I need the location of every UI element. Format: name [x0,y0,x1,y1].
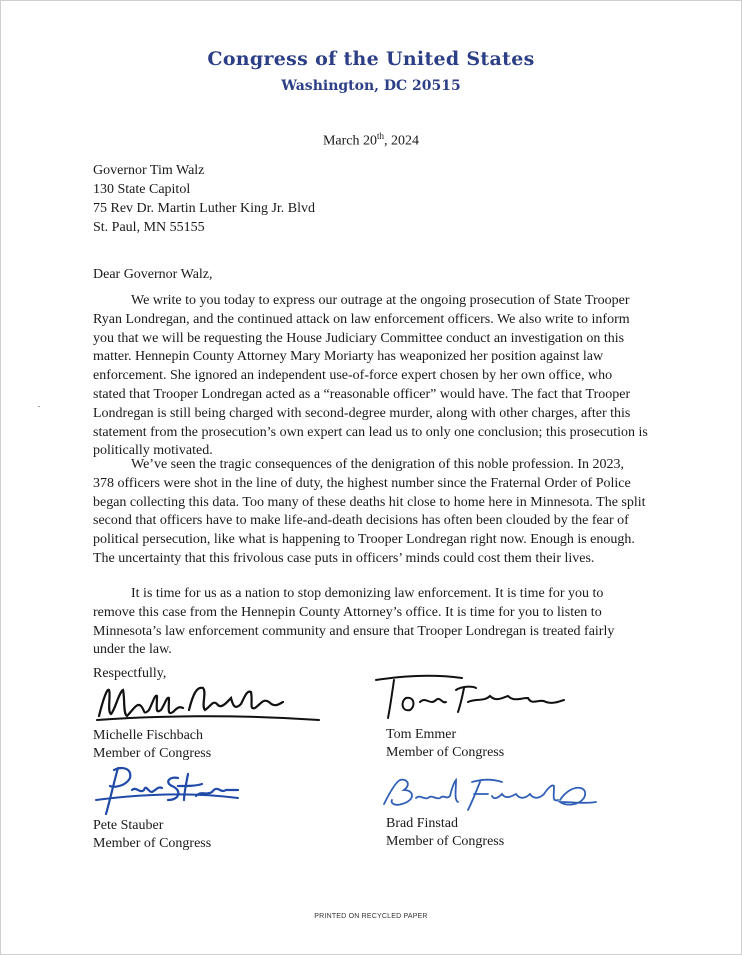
date-suffix: th [377,131,385,141]
signatory-name: Tom Emmer [386,727,457,742]
salutation: Dear Governor Walz, [93,267,213,282]
recipient-address [93,161,315,237]
signatory-title: Member of Congress [386,834,505,849]
signatory-name: Pete Stauber [93,818,164,833]
signatory-block [386,726,504,762]
recipient-line: 130 State Capitol [93,182,191,197]
recycled-paper-notice: PRINTED ON RECYCLED PAPER [314,913,428,920]
recipient-line: 75 Rev Dr. Martin Luther King Jr. Blvd [93,201,316,216]
date-prefix: March 20 [322,133,378,149]
letterhead-title: Congress of the United States [207,48,535,70]
closing: Respectfully, [93,666,167,681]
signatory-block [93,727,211,763]
fischbach-signature [93,680,323,728]
body-paragraph: We write to you today to express our outrage at the ongoing prosecution of State Trooper Ryan Londregan, and the continued attack on law enforcement officers. We also write to inform you that we will be requesting the House Judiciary Committee conduct an investigation on this matter. Hennepin County Attorney Mary Moriarty has weaponized her position against law enforcement. She ignored an independent use-of-force expert chosen by her own office, who stated that Trooper Londregan acted as a “reasonable officer” would have. The fact that Trooper Londregan is still being charged with second-degree murder, along with other charges, after this statement from the prosecution’s own expert can lead us to only one conclusion; this prosecution is politically motivated. [93,293,648,459]
signatory-title: Member of Congress [93,746,212,761]
recipient-line: St. Paul, MN 55155 [93,220,205,235]
date-year: , 2024 [384,133,420,149]
signatory-title: Member of Congress [93,836,212,851]
finstad-signature [376,772,598,816]
signatory-name: Michelle Fischbach [93,728,204,743]
stauber-signature [92,760,242,818]
signatory-name: Brad Finstad [386,816,458,831]
scan-speck [38,406,40,407]
letterhead-address: Washington, DC 20515 [281,78,461,94]
signatory-block [93,817,211,853]
signatory-block [386,815,504,851]
body-paragraph: We’ve seen the tragic consequences of the denigration of this noble profession. In 2023, 378 officers were shot in the line of duty, the highest number since the Fraternal Order of Police began collecting this data. Too many of these deaths hit close to home here in Minnesota. The split second that officers have to make life-and-death decisions has often been clouded by the fear of political persecution, like what is happening to Trooper Londregan right now. Enough is enough. The uncertainty that this frivolous case puts in officers’ minds could cost them their lives. [93,457,646,566]
body-paragraph: It is time for us as a nation to stop demonizing law enforcement. It is time for you to remove this case from the Hennepin County Attorney’s office. It is time for you to listen to Minnesota’s law enforcement community and ensure that Trooper Londregan is treated fairly under the law. [93,586,615,658]
signatory-title: Member of Congress [386,745,505,760]
emmer-signature [372,668,572,724]
letter-date [0,131,742,150]
recipient-line: Governor Tim Walz [93,163,205,178]
